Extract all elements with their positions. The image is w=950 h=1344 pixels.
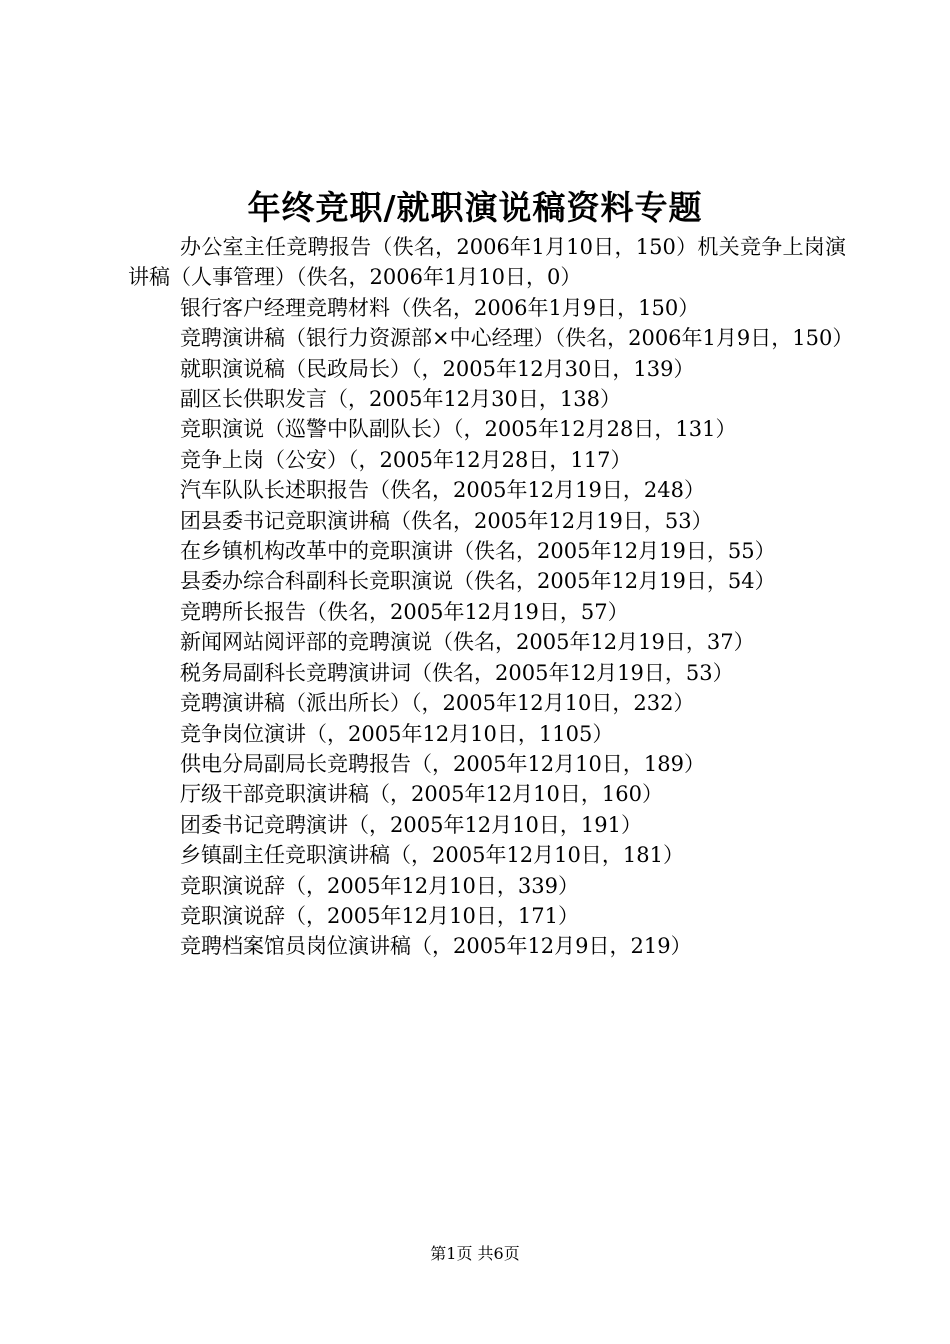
list-item: 团委书记竞聘演讲（，2005年12月10日，191） [180,812,642,837]
list-item: 新闻网站阅评部的竞聘演说（佚名，2005年12月19日，37） [180,630,755,655]
list-item: 银行客户经理竞聘材料（佚名，2006年1月9日，150） [180,295,700,320]
document-body [128,232,854,962]
list-item: 竞争上岗（公安）（，2005年12月28日，117） [180,447,632,472]
list-item: 竞聘档案馆员岗位演讲稿（，2005年12月9日，219） [180,934,692,959]
list-item: 汽车队队长述职报告（佚名，2005年12月19日，248） [180,478,705,503]
list-item: 乡镇副主任竞职演讲稿（，2005年12月10日，181） [180,843,684,868]
list-item: 竞职演说辞（，2005年12月10日，171） [180,903,579,928]
list-item: 在乡镇机构改革中的竞职演讲（佚名，2005年12月19日，55） [180,539,776,564]
list-item: 副区长供职发言（，2005年12月30日，138） [180,387,621,412]
list-item: 竞聘演讲稿（派出所长）（，2005年12月10日，232） [180,691,695,716]
list-item: 竞聘演讲稿（银行力资源部×中心经理）（佚名，2006年1月9日，150） [180,326,854,351]
list-item: 团县委书记竞职演讲稿（佚名，2005年12月19日，53） [180,508,713,533]
list-item: 竞职演说辞（，2005年12月10日，339） [180,873,579,898]
list-item: 县委办综合科副科长竞职演说（佚名，2005年12月19日，54） [180,569,776,594]
list-item: 供电分局副局长竞聘报告（，2005年12月10日，189） [180,751,705,776]
list-item: 竞争岗位演讲（，2005年12月10日，1105） [180,721,614,746]
list-item: 厅级干部竞职演讲稿（，2005年12月10日，160） [180,782,663,807]
document-title: 年终竞职/就职演说稿资料专题 [247,188,703,227]
list-item: 税务局副科长竞聘演讲词（佚名，2005年12月19日，53） [180,660,734,685]
list-item: 竞职演说（巡警中队副队长）（，2005年12月28日，131） [180,417,737,442]
list-item: 就职演说稿（民政局长）（，2005年12月30日，139） [180,356,695,381]
page-number-footer: 第1页 共6页 [430,1244,520,1263]
list-item: 办公室主任竞聘报告（佚名，2006年1月10日，150）机关竞争上岗演讲稿（人事管理）（佚名，2006年1月10日，0） [128,235,846,290]
list-item: 竞聘所长报告（佚名，2005年12月19日，57） [180,599,629,624]
